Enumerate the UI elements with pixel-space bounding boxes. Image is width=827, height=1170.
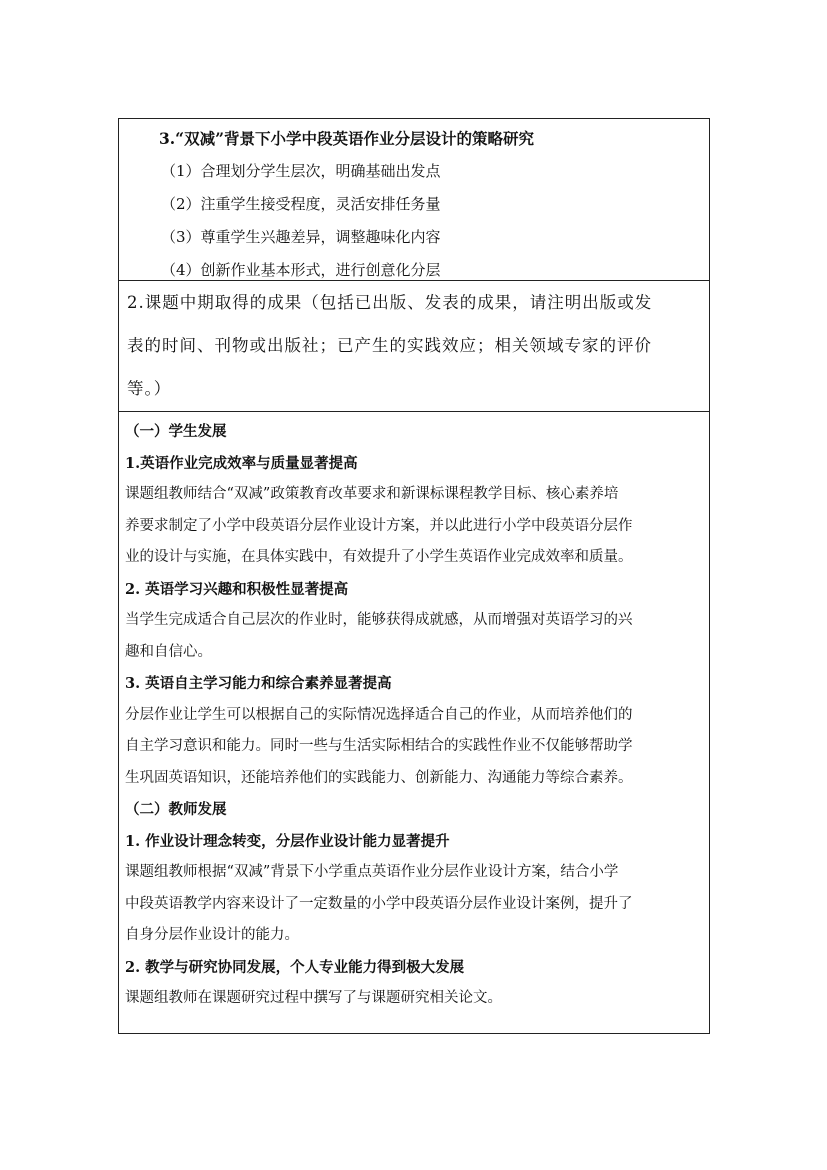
strategy-title: 3.“双减”背景下小学中段英语作业分层设计的策略研究 xyxy=(159,129,535,148)
subsection-heading: 2. 教学与研究协同发展，个人专业能力得到极大发展 xyxy=(125,958,465,976)
midterm-results-heading-cell xyxy=(118,281,710,412)
strategy-item: （1）合理划分学生层次，明确基础出发点 xyxy=(161,162,441,180)
document-table xyxy=(118,118,710,1034)
midterm-heading-line: 2.课题中期取得的成果（包括已出版、发表的成果，请注明出版或发 xyxy=(127,293,653,312)
strategy-item: （2）注重学生接受程度，灵活安排任务量 xyxy=(161,195,441,213)
paragraph-line: 自身分层作业设计的能力。 xyxy=(125,927,299,943)
paragraph-line: 课题组教师在课题研究过程中撰写了与课题研究相关论文。 xyxy=(125,990,502,1006)
paragraph-line: 自主学习意识和能力。同时一些与生活实际相结合的实践性作业不仅能够帮助学 xyxy=(125,738,633,754)
paragraph-line: 课题组教师结合“双减”政策教育改革要求和新课标课程教学目标、核心素养培 xyxy=(125,486,619,502)
paragraph-line: 分层作业让学生可以根据自己的实际情况选择适合自己的作业，从而培养他们的 xyxy=(125,706,633,723)
midterm-heading-line: 等。） xyxy=(127,379,172,398)
section-heading: （二）教师发展 xyxy=(125,801,227,818)
paragraph-line: 当学生完成适合自己层次的作业时，能够获得成就感，从而增强对英语学习的兴 xyxy=(125,612,633,628)
subsection-heading: 3. 英语自主学习能力和综合素养显著提高 xyxy=(125,675,392,692)
strategy-item: （3）尊重学生兴趣差异，调整趣味化内容 xyxy=(161,228,441,246)
paragraph-line: 中段英语教学内容来设计了一定数量的小学中段英语分层作业设计案例，提升了 xyxy=(125,895,633,912)
subsection-heading: 1. 作业设计理念转变，分层作业设计能力显著提升 xyxy=(125,832,450,850)
paragraph-line: 业的设计与实施，在具体实践中，有效提升了小学生英语作业完成效率和质量。 xyxy=(125,549,633,565)
strategy-cell xyxy=(118,118,710,281)
paragraph-line: 课题组教师根据“双减”背景下小学重点英语作业分层作业设计方案，结合小学 xyxy=(125,864,619,880)
strategy-item: （4）创新作业基本形式，进行创意化分层 xyxy=(161,261,441,279)
paragraph-line: 趣和自信心。 xyxy=(125,643,212,660)
subsection-heading: 2. 英语学习兴趣和积极性显著提高 xyxy=(125,580,349,598)
results-content-cell xyxy=(118,412,710,1034)
paragraph-line: 养要求制定了小学中段英语分层作业设计方案，并以此进行小学中段英语分层作 xyxy=(125,517,633,534)
subsection-heading: 1.英语作业完成效率与质量显著提高 xyxy=(125,454,358,472)
midterm-heading-line: 表的时间、刊物或出版社；已产生的实践效应；相关领域专家的评价 xyxy=(127,336,652,355)
paragraph-line: 生巩固英语知识，还能培养他们的实践能力、创新能力、沟通能力等综合素养。 xyxy=(125,769,633,786)
section-heading: （一）学生发展 xyxy=(125,423,227,440)
